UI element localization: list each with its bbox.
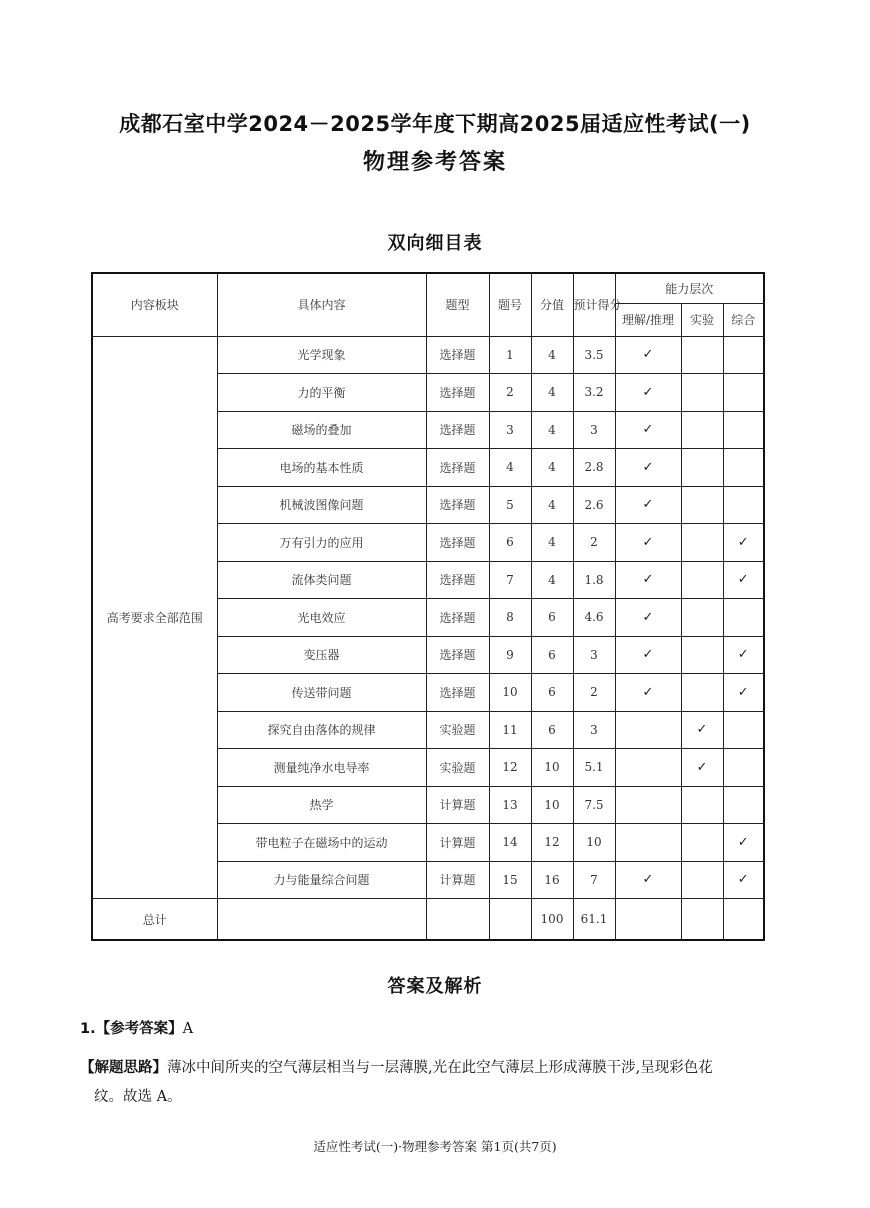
cell-expected: 7.5 [573, 786, 615, 824]
cell-type: 选择题 [426, 374, 489, 412]
cell-experiment: ✓ [681, 749, 723, 787]
cell-content: 光电效应 [217, 599, 426, 637]
cell-experiment [681, 636, 723, 674]
cell-comprehensive: ✓ [723, 824, 764, 862]
cell-expected: 2 [573, 524, 615, 562]
cell-comprehensive: ✓ [723, 524, 764, 562]
total-score: 100 [531, 899, 573, 941]
cell-score: 6 [531, 599, 573, 637]
document-title: 成都石室中学2024－2025学年度下期高2025届适应性考试(一) [119, 112, 751, 136]
cell-number: 13 [489, 786, 531, 824]
cell-comprehensive: ✓ [723, 636, 764, 674]
cell-content: 传送带问题 [217, 674, 426, 712]
cell-number: 8 [489, 599, 531, 637]
cell-experiment [681, 786, 723, 824]
q1-answer [80, 1022, 780, 1037]
cell-understanding: ✓ [615, 449, 681, 487]
q1-number: 1. [80, 1021, 96, 1037]
cell-score: 10 [531, 749, 573, 787]
cell-experiment [681, 561, 723, 599]
answers-heading: 答案及解析 [387, 976, 483, 997]
cell-comprehensive [723, 711, 764, 749]
cell-number: 2 [489, 374, 531, 412]
cell-type: 选择题 [426, 599, 489, 637]
cell-score: 4 [531, 411, 573, 449]
cell-experiment [681, 411, 723, 449]
cell-type: 选择题 [426, 674, 489, 712]
cell-understanding: ✓ [615, 411, 681, 449]
header-ability: 能力层次 [615, 273, 764, 303]
cell-type: 选择题 [426, 561, 489, 599]
cell-type: 选择题 [426, 486, 489, 524]
cell-type: 计算题 [426, 824, 489, 862]
cell-comprehensive: ✓ [723, 861, 764, 899]
cell-understanding: ✓ [615, 599, 681, 637]
cell-experiment [681, 449, 723, 487]
cell-experiment [681, 486, 723, 524]
cell-content: 力的平衡 [217, 374, 426, 412]
cell-understanding: ✓ [615, 861, 681, 899]
cell-understanding: ✓ [615, 636, 681, 674]
cell-score: 6 [531, 636, 573, 674]
cell-content: 变压器 [217, 636, 426, 674]
q1-answer-value: A [182, 1021, 194, 1037]
cell-content: 万有引力的应用 [217, 524, 426, 562]
cell-expected: 4.6 [573, 599, 615, 637]
cell-type: 选择题 [426, 524, 489, 562]
cell-experiment [681, 861, 723, 899]
cell-understanding: ✓ [615, 561, 681, 599]
cell-number: 6 [489, 524, 531, 562]
cell-understanding: ✓ [615, 486, 681, 524]
cell-experiment [681, 336, 723, 374]
cell-expected: 2.8 [573, 449, 615, 487]
cell-score: 12 [531, 824, 573, 862]
cell-content: 机械波图像问题 [217, 486, 426, 524]
cell-comprehensive [723, 786, 764, 824]
cell-type: 选择题 [426, 636, 489, 674]
total-number [489, 899, 531, 941]
header-expected: 预计得分 [573, 273, 615, 336]
header-number: 题号 [489, 273, 531, 336]
cell-comprehensive [723, 486, 764, 524]
cell-type: 选择题 [426, 449, 489, 487]
cell-experiment [681, 599, 723, 637]
cell-comprehensive [723, 336, 764, 374]
cell-number: 1 [489, 336, 531, 374]
cell-content: 探究自由落体的规律 [217, 711, 426, 749]
cell-type: 计算题 [426, 861, 489, 899]
cell-score: 10 [531, 786, 573, 824]
total-expected: 61.1 [573, 899, 615, 941]
cell-comprehensive [723, 599, 764, 637]
q1-answer-label: 【参考答案】 [95, 1021, 183, 1037]
cell-understanding: ✓ [615, 374, 681, 412]
cell-score: 6 [531, 674, 573, 712]
cell-expected: 3 [573, 711, 615, 749]
cell-score: 16 [531, 861, 573, 899]
cell-understanding [615, 711, 681, 749]
cell-experiment [681, 674, 723, 712]
cell-score: 4 [531, 486, 573, 524]
cell-understanding [615, 824, 681, 862]
q1-reason-line2: 纹。故选 A。 [94, 1089, 182, 1105]
cell-number: 3 [489, 411, 531, 449]
content-block-cell: 高考要求全部范围 [92, 336, 217, 899]
cell-expected: 3 [573, 411, 615, 449]
cell-content: 热学 [217, 786, 426, 824]
cell-score: 4 [531, 561, 573, 599]
cell-number: 14 [489, 824, 531, 862]
cell-type: 计算题 [426, 786, 489, 824]
cell-understanding [615, 786, 681, 824]
cell-comprehensive [723, 449, 764, 487]
total-type [426, 899, 489, 941]
cell-understanding [615, 749, 681, 787]
header-comprehensive: 综合 [723, 303, 764, 336]
cell-expected: 2.6 [573, 486, 615, 524]
cell-content: 磁场的叠加 [217, 411, 426, 449]
total-understanding [615, 899, 681, 941]
cell-number: 15 [489, 861, 531, 899]
page-footer: 适应性考试(一)·物理参考答案 第1页(共7页) [313, 1139, 557, 1154]
cell-understanding: ✓ [615, 336, 681, 374]
cell-expected: 7 [573, 861, 615, 899]
cell-content: 流体类问题 [217, 561, 426, 599]
cell-content: 光学现象 [217, 336, 426, 374]
cell-score: 4 [531, 524, 573, 562]
header-block: 内容板块 [92, 273, 217, 336]
cell-expected: 3 [573, 636, 615, 674]
cell-type: 选择题 [426, 336, 489, 374]
header-type: 题型 [426, 273, 489, 336]
cell-experiment [681, 524, 723, 562]
total-experiment [681, 899, 723, 941]
cell-expected: 5.1 [573, 749, 615, 787]
header-understanding: 理解/推理 [615, 303, 681, 336]
cell-content: 测量纯净水电导率 [217, 749, 426, 787]
cell-number: 9 [489, 636, 531, 674]
cell-comprehensive [723, 749, 764, 787]
total-label: 总计 [92, 899, 217, 941]
cell-comprehensive: ✓ [723, 674, 764, 712]
cell-comprehensive: ✓ [723, 561, 764, 599]
cell-number: 5 [489, 486, 531, 524]
cell-score: 6 [531, 711, 573, 749]
document-subtitle: 物理参考答案 [362, 150, 507, 175]
header-experiment: 实验 [681, 303, 723, 336]
total-content [217, 899, 426, 941]
header-score: 分值 [531, 273, 573, 336]
cell-type: 实验题 [426, 711, 489, 749]
header-content: 具体内容 [217, 273, 426, 336]
cell-content: 力与能量综合问题 [217, 861, 426, 899]
q1-explanation [80, 1054, 780, 1112]
q1-reason-label: 【解题思路】 [80, 1060, 167, 1076]
spec-table [91, 272, 765, 941]
cell-expected: 10 [573, 824, 615, 862]
cell-expected: 2 [573, 674, 615, 712]
cell-experiment: ✓ [681, 711, 723, 749]
cell-number: 10 [489, 674, 531, 712]
cell-number: 11 [489, 711, 531, 749]
cell-type: 选择题 [426, 411, 489, 449]
cell-score: 4 [531, 449, 573, 487]
total-comprehensive [723, 899, 764, 941]
table-row [92, 336, 764, 374]
total-row [92, 899, 764, 941]
cell-score: 4 [531, 336, 573, 374]
cell-comprehensive [723, 411, 764, 449]
cell-score: 4 [531, 374, 573, 412]
cell-number: 4 [489, 449, 531, 487]
cell-experiment [681, 824, 723, 862]
cell-number: 7 [489, 561, 531, 599]
table-body [92, 336, 764, 940]
cell-content: 电场的基本性质 [217, 449, 426, 487]
cell-understanding: ✓ [615, 524, 681, 562]
q1-reason-line1: 薄冰中间所夹的空气薄层相当与一层薄膜,光在此空气薄层上形成薄膜干涉,呈现彩色花 [167, 1060, 713, 1076]
cell-number: 12 [489, 749, 531, 787]
cell-expected: 3.5 [573, 336, 615, 374]
cell-experiment [681, 374, 723, 412]
cell-understanding: ✓ [615, 674, 681, 712]
cell-expected: 3.2 [573, 374, 615, 412]
cell-type: 实验题 [426, 749, 489, 787]
cell-comprehensive [723, 374, 764, 412]
table-heading: 双向细目表 [387, 233, 483, 254]
cell-expected: 1.8 [573, 561, 615, 599]
cell-content: 带电粒子在磁场中的运动 [217, 824, 426, 862]
